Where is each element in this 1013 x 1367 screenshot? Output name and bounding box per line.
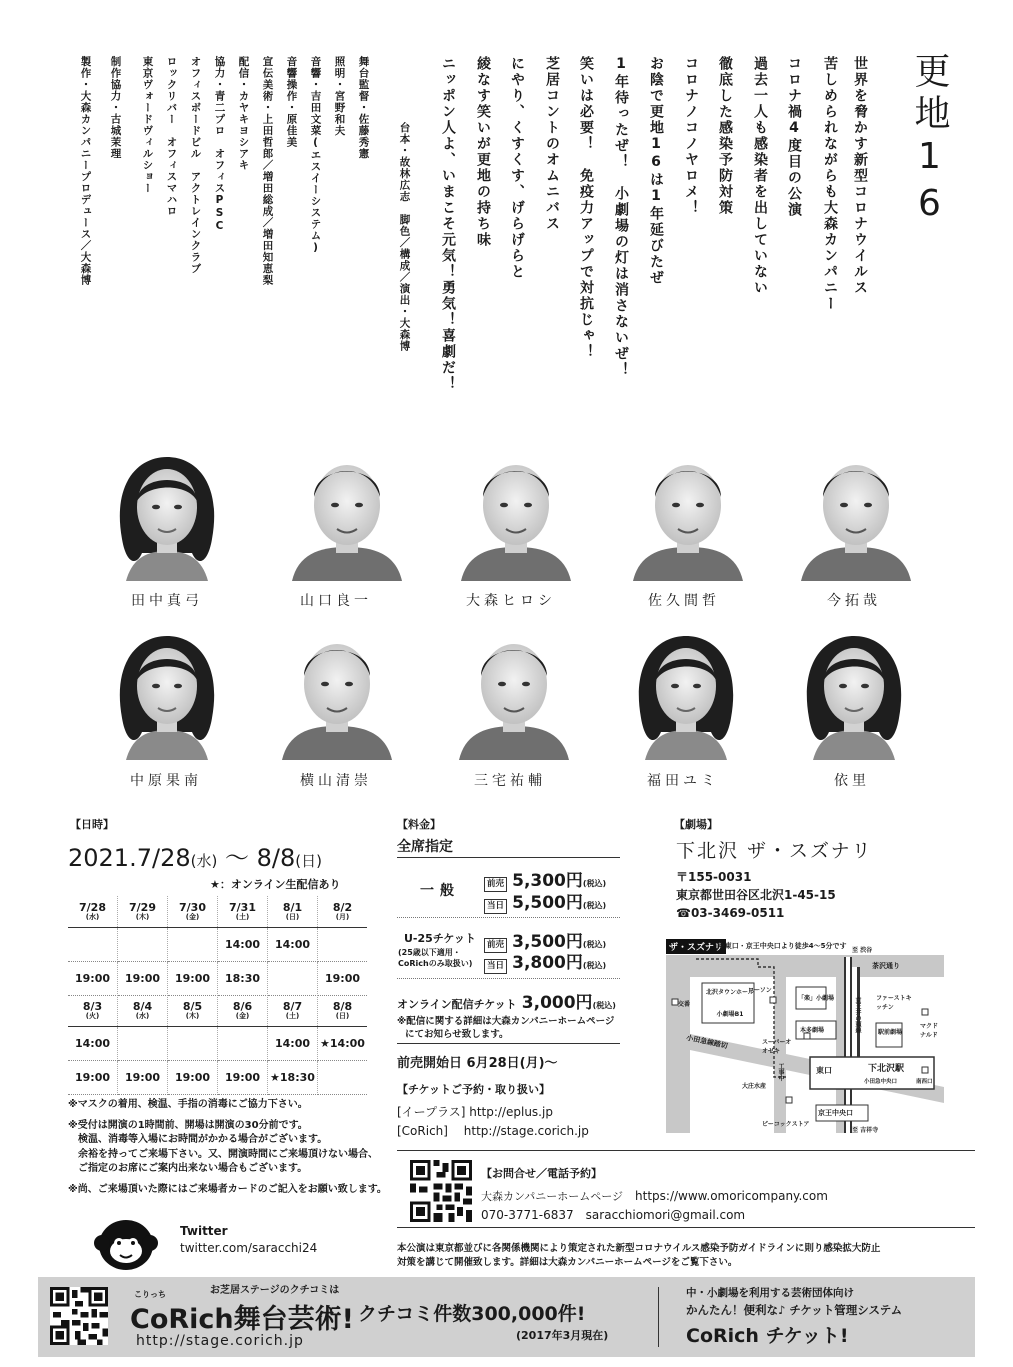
online-note: ★：オンライン生配信あり xyxy=(210,878,341,891)
covid-notice: 対策を講じて開催致します。詳細は大森カンパニーホームページをご覧下さい。 xyxy=(397,1257,738,1268)
time-cell: 14:00 xyxy=(68,1027,118,1061)
venue-zip: 〒155-0031 xyxy=(676,870,752,884)
poem-line: 芝居コントのオムニバス xyxy=(544,56,560,232)
cast-photo xyxy=(288,443,406,581)
general-label: 一般 xyxy=(420,883,460,899)
map-label: 小田急中央口 xyxy=(864,1079,898,1085)
map-label: マクドナルド xyxy=(920,1023,939,1039)
poem-line: コロナノコノヤロメ！ xyxy=(683,56,699,216)
time-cell xyxy=(118,928,168,962)
u25-sub: CoRichのみ取扱い) xyxy=(398,959,473,968)
map-label: 駅前劇場 xyxy=(878,1029,903,1036)
cast-name: 山口良一 xyxy=(300,593,372,609)
date-cell: 8/1 (日) xyxy=(268,896,318,928)
date-cell: 7/31 (土) xyxy=(218,896,268,928)
map-label: 北沢タウンホール xyxy=(706,989,754,996)
online-note: にてお知らせ致します。 xyxy=(405,1029,509,1040)
venue-map xyxy=(666,937,944,1133)
time-cell: ★14:00 xyxy=(318,1027,368,1061)
footer-right-line: かんたん！便利な♪ チケット管理システム xyxy=(686,1303,903,1317)
email-link[interactable]: saracchiomori@gmail.com xyxy=(585,1208,746,1222)
poem-line: 1年待ったぜ！ 小劇場の灯は消さないぜ！ xyxy=(613,56,629,378)
map-label: 小劇場B1 xyxy=(716,1011,744,1018)
time-cell xyxy=(318,928,368,962)
date-cell: 8/3 (火) xyxy=(68,995,118,1027)
date-cell: 7/28 (水) xyxy=(68,896,118,928)
covid-notice: 本公演は東京都並びに各関係機関により策定された新型コロナウイルス感染予防ガイドラインに則り感染拡大防止 xyxy=(397,1243,881,1254)
corich-link[interactable]: [CoRich] http://stage.corich.jp xyxy=(397,1124,589,1138)
footer-tagline: お芝居ステージのクチコミは xyxy=(210,1285,340,1296)
date-cell: 8/7 (土) xyxy=(268,995,318,1027)
map-label: ローソン xyxy=(748,987,772,994)
poem-line: 徹底した感染予防対策 xyxy=(717,56,733,216)
u25-sub: (25歳以下適用・ xyxy=(398,948,461,957)
credit-line: オフィスボードビル アクトレインクラブ xyxy=(189,56,202,275)
map-label: 京王中央口 xyxy=(818,1109,853,1117)
corich-banner[interactable] xyxy=(38,1277,975,1357)
cast-photo xyxy=(457,443,575,581)
online-ticket: オンライン配信チケット 3,000円(税込) xyxy=(397,993,616,1013)
general-door: 当日 5,500円(税込) xyxy=(484,888,606,914)
u25-label: U-25チケット xyxy=(404,932,476,945)
poem-line: コロナ禍4度目の公演 xyxy=(786,56,802,218)
twitter-link[interactable]: twitter.com/saracchi24 xyxy=(180,1241,318,1255)
note-line: ※尚、ご来場頂いた際にはご来場者カードのご記入をお願い致します。 xyxy=(68,1183,387,1195)
period-end-dow: (日) xyxy=(295,852,322,870)
date-cell: 8/8 (日) xyxy=(318,995,368,1027)
map-label: 工事中 xyxy=(777,1063,784,1081)
period-start: 2021.7/28 xyxy=(68,844,191,872)
contact-phone-email xyxy=(481,1206,745,1223)
time-cell: 14:00 xyxy=(268,928,318,962)
time-cell: 19:00 xyxy=(68,962,118,996)
map-label: 本多劇場 xyxy=(800,1027,825,1034)
period-end: 8/8 xyxy=(256,844,296,872)
time-cell: 19:00 xyxy=(168,962,218,996)
credit-line: 制作協力・古城茉理 xyxy=(109,56,122,160)
cast-name: 佐久間哲 xyxy=(648,593,720,609)
time-cell: ★18:30 xyxy=(268,1061,318,1095)
date-cell: 8/6 (金) xyxy=(218,995,268,1027)
eplus-link[interactable]: [イープラス] http://eplus.jp xyxy=(397,1105,553,1119)
contact-hp: 大森カンパニーホームページ https://www.omoricompany.com xyxy=(481,1189,828,1203)
note-line: 余裕を持ってご来場下さい。又、開演時間にご来場頂けない場合、 xyxy=(78,1148,378,1160)
cast-photo xyxy=(108,443,226,581)
venue-address: 東京都世田谷区北沢1-45-15 xyxy=(676,888,836,902)
map-label: 大庄水産 xyxy=(742,1083,767,1090)
map-label: 「楽」小劇場 xyxy=(798,995,835,1002)
venue-name: 下北沢 ザ・スズナリ xyxy=(676,840,873,862)
credit-line: 製作・大森カンパニープロデュース／大森博 xyxy=(79,56,92,286)
cast-photo xyxy=(627,622,745,760)
credit-line: 協力・青二プロ オフィスPSC xyxy=(213,56,226,233)
ticket-heading: 【チケットご予約・取り扱い】 xyxy=(397,1083,551,1096)
cast-photo xyxy=(108,622,226,760)
map-label: 交番 xyxy=(678,1001,691,1008)
footer-right-line: 中・小劇場を利用する芸術団体向け xyxy=(686,1287,854,1299)
footer-count-note: (2017年3月現在) xyxy=(516,1329,609,1342)
map-label: 至 渋谷 xyxy=(852,947,873,954)
credit-line: 音響操作・原佳美 xyxy=(285,56,298,148)
time-cell xyxy=(318,1061,368,1095)
corich-ticket-logo: CoRich チケット! xyxy=(686,1325,849,1347)
credit-line: 舞台監督・佐藤秀憲 xyxy=(357,56,370,160)
price-heading: 【料金】 xyxy=(397,818,441,831)
general-presale: 前売 5,300円(税込) xyxy=(484,866,606,892)
date-cell: 7/29 (木) xyxy=(118,896,168,928)
poem-line: 笑いは必要！ 免疫力アップで対抗じゃ！ xyxy=(578,56,594,360)
venue-tel: ☎03-3469-0511 xyxy=(676,906,785,920)
map-label: 南西口 xyxy=(916,1079,933,1085)
poem-line: 苦しめられながらも大森カンパニー xyxy=(822,56,838,312)
credit-line: 照明・宮野和夫 xyxy=(333,56,346,137)
credit-line: 音響・吉田文菜(エスイーシステム) xyxy=(309,56,322,255)
cast-name: 大森ヒロシ xyxy=(466,593,556,609)
map-label: スーパーオオゼキ xyxy=(762,1039,792,1055)
venue-heading: 【劇場】 xyxy=(674,818,718,831)
credit-line: ロックリバー オフィスマハロ xyxy=(165,56,178,217)
contact-heading: 【お問合せ／電話予約】 xyxy=(481,1167,602,1180)
schedule-period xyxy=(68,838,322,873)
poem-line: 過去一人も感染者を出していない xyxy=(752,56,768,296)
script-credit: 台本・故林広志 脚色／構成／演出・大森博 xyxy=(398,122,411,352)
cast-photo xyxy=(455,622,573,760)
time-cell xyxy=(268,962,318,996)
u25-presale: 前売 3,500円(税込) xyxy=(484,927,606,953)
credit-line: 東京ヴォードヴィルショー xyxy=(141,56,154,194)
schedule-heading: 【日時】 xyxy=(70,818,114,831)
period-tilde: 〜 xyxy=(224,844,249,872)
time-cell: 19:00 xyxy=(68,1061,118,1095)
footer-count: クチコミ件数300,000件! xyxy=(358,1303,586,1325)
phone-number[interactable]: 070-3771-6837 xyxy=(481,1208,574,1222)
time-cell: 19:00 xyxy=(218,1061,268,1095)
map-label: 小田急線踏切 xyxy=(685,1033,729,1051)
cast-name: 三宅祐輔 xyxy=(474,773,546,789)
cast-name: 福田ユミ xyxy=(647,773,719,789)
u25-door: 当日 3,800円(税込) xyxy=(484,948,606,974)
cast-name: 依里 xyxy=(834,773,870,789)
date-cell: 8/2 (月) xyxy=(318,896,368,928)
cast-photo xyxy=(797,443,915,581)
time-cell xyxy=(68,928,118,962)
cast-name: 田中真弓 xyxy=(131,593,203,609)
time-cell: 19:00 xyxy=(318,962,368,996)
map-label: ピーコックストア xyxy=(762,1121,810,1128)
twitter-label: Twitter xyxy=(180,1224,228,1238)
cast-name: 今拓哉 xyxy=(827,593,881,609)
time-cell xyxy=(118,1027,168,1061)
map-label: 茶沢通り xyxy=(872,962,900,970)
credit-line: 宣伝美術・上田哲郎／増田総成／増田知恵梨 xyxy=(261,56,274,286)
map-label: 京王井の頭線 xyxy=(854,997,861,1033)
map-note: ※東口・京王中央口より徒歩4〜5分です xyxy=(718,942,847,950)
time-cell xyxy=(218,1027,268,1061)
cast-photo xyxy=(629,443,747,581)
date-cell: 8/5 (木) xyxy=(168,995,218,1027)
cast-photo xyxy=(278,622,396,760)
homepage-link[interactable]: https://www.omoricompany.com xyxy=(635,1189,828,1203)
time-cell: 19:00 xyxy=(118,1061,168,1095)
map-badge: ザ・スズナリ xyxy=(666,939,726,954)
cast-name: 中原果南 xyxy=(130,773,202,789)
poem-line: 綾なす笑いが更地の持ち味 xyxy=(475,56,491,248)
time-cell: 18:30 xyxy=(218,962,268,996)
note-line: ※マスクの着用、検温、手指の消毒にご協力下さい。 xyxy=(68,1099,308,1110)
map-label: ファーストキッチン xyxy=(876,995,912,1011)
poem-line: ニッポン人よ、いまこそ元気！勇気！喜劇だ！ xyxy=(440,56,456,392)
time-cell: 19:00 xyxy=(118,962,168,996)
presale-start: 前売開始日 6月28日(月)〜 xyxy=(397,1056,558,1071)
qr-code-icon xyxy=(410,1160,472,1222)
map-label: 東口 xyxy=(816,1066,832,1075)
period-start-dow: (水) xyxy=(190,852,218,870)
note-line: ※受付は開演の1時間前、開場は開演の30分前です。 xyxy=(68,1119,308,1131)
date-cell: 7/30 (金) xyxy=(168,896,218,928)
footer-ruby: こりっち xyxy=(134,1290,166,1299)
schedule-table-week2 xyxy=(68,995,367,1095)
schedule-table-week1 xyxy=(68,896,367,996)
poem-line: 世界を脅かす新型コロナウイルス xyxy=(852,56,868,296)
poem-line: お陰で更地16は1年延びたぜ xyxy=(648,56,664,286)
note-line: ご指定のお席にご案内出来ない場合もございます。 xyxy=(78,1163,308,1174)
footer-qr-icon xyxy=(50,1287,108,1345)
seat-type: 全席指定 xyxy=(397,839,453,855)
note-line: 検温、消毒等入場にお時間がかかる場合がございます。 xyxy=(78,1134,328,1145)
page-title: 更地16 xyxy=(909,52,950,230)
cast-photo xyxy=(795,622,913,760)
monkey-logo-icon xyxy=(94,1213,158,1273)
poem-line: にやり、くすくす、げらげらと xyxy=(509,56,525,280)
map-label: 下北沢駅 xyxy=(868,1064,905,1074)
online-note: ※配信に関する詳細は大森カンパニーホームページ xyxy=(397,1016,615,1027)
footer-url[interactable]: http://stage.corich.jp xyxy=(136,1333,304,1349)
map-label: 至 吉祥寺 xyxy=(852,1127,879,1134)
credit-line: 配信・カヤキヨシアキ xyxy=(237,56,250,171)
time-cell xyxy=(168,1027,218,1061)
time-cell: 14:00 xyxy=(218,928,268,962)
corich-logo: CoRich舞台芸術! xyxy=(130,1304,354,1335)
time-cell: 19:00 xyxy=(168,1061,218,1095)
cast-name: 横山清崇 xyxy=(300,773,372,789)
time-cell: 14:00 xyxy=(268,1027,318,1061)
schedule-notes xyxy=(68,1098,388,1197)
date-cell: 8/4 (水) xyxy=(118,995,168,1027)
time-cell xyxy=(168,928,218,962)
